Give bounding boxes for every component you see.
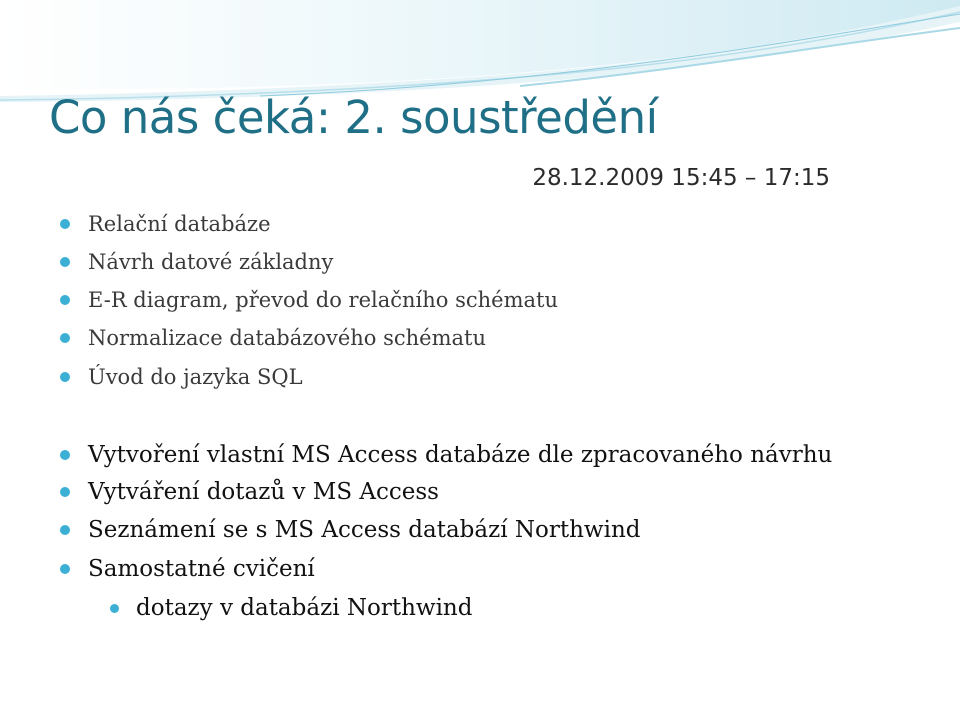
bullet-icon (60, 295, 70, 305)
bullet-icon (60, 564, 70, 574)
list-item (88, 248, 333, 276)
list-item-text: Úvod do jazyka SQL (88, 365, 303, 389)
sub-list-item-text: dotazy v databázi Northwind (136, 595, 473, 621)
list-item-text: E-R diagram, převod do relačního schématu (88, 288, 558, 312)
list-item-text: Návrh datové základny (88, 250, 334, 274)
list-item-text: Normalizace databázového schématu (88, 326, 486, 350)
bullet-icon (60, 372, 70, 382)
list-item (88, 440, 832, 470)
bullet-icon (60, 487, 70, 497)
list-item (88, 286, 558, 314)
bullet-icon (60, 525, 70, 535)
bullet-icon (60, 257, 70, 267)
list-item-text: Relační databáze (88, 212, 271, 236)
list-item (88, 554, 315, 584)
list-item (88, 324, 486, 352)
sub-list-item (136, 593, 472, 623)
list-item-text: Samostatné cvičení (88, 556, 315, 582)
list-item (88, 515, 640, 545)
list-item (88, 210, 271, 238)
list-item-text: Vytvoření vlastní MS Access databáze dle zpracovaného návrhu (88, 442, 833, 468)
list-item-text: Vytváření dotazů v MS Access (88, 479, 439, 505)
list-item (88, 363, 303, 391)
bullet-icon (60, 333, 70, 343)
bullet-icon (110, 604, 119, 613)
bullet-icon (60, 219, 70, 229)
bullet-icon (60, 450, 70, 460)
list-item-text: Seznámení se s MS Access databází Northwind (88, 517, 641, 543)
session-datetime: 28.12.2009 15:45 – 17:15 (532, 165, 830, 191)
slide-title: Co nás čeká: 2. soustředění (49, 91, 658, 144)
list-item (88, 477, 439, 507)
